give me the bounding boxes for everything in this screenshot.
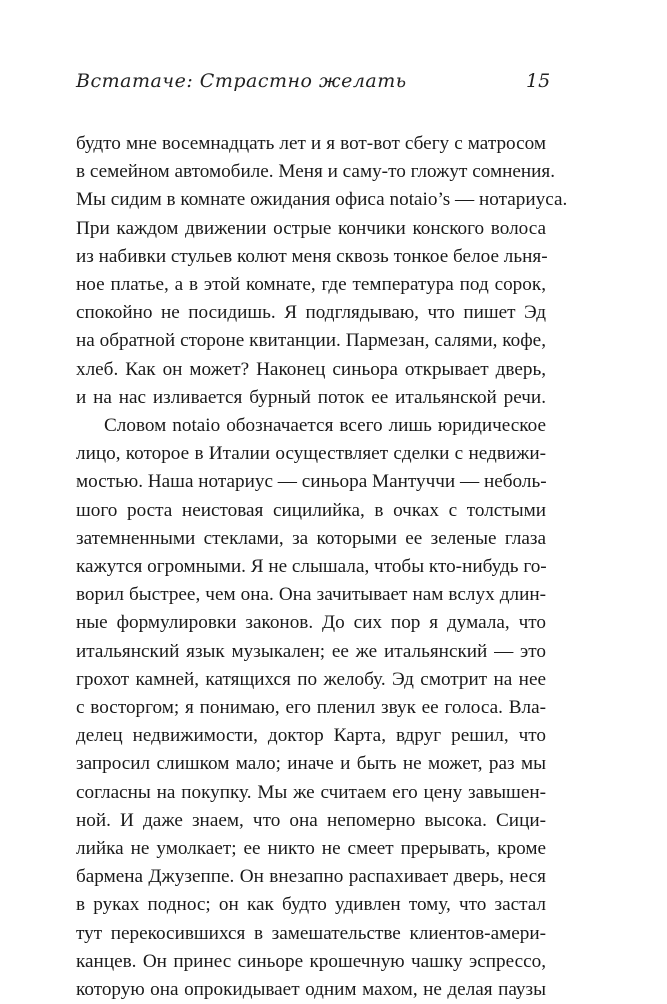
text-line: При каждом движении острые кончики конского волоса: [76, 217, 546, 239]
text-line: бармена Джузеппе. Он внезапно распахивает дверь, неся: [76, 866, 546, 888]
text-line: хлеб. Как он может? Наконец синьора открывает дверь,: [76, 358, 546, 380]
text-line: тут перекосившихся в замешательстве клиентов-амери-: [76, 922, 546, 944]
text-line: и на нас изливается бурный поток ее итальянской речи.: [76, 386, 546, 408]
text-line: с восторгом; я понимаю, его пленил звук ее голоса. Вла-: [76, 697, 546, 719]
text-line: делец недвижимости, доктор Карта, вдруг решил, что: [76, 725, 546, 747]
running-head-title: Вcтатаче: Страстно желать: [76, 70, 407, 92]
text-line: итальянский язык музыкален; ее же итальянский — это: [76, 640, 546, 662]
text-line: ные формулировки законов. До сих пор я думала, что: [76, 612, 546, 634]
text-line: будто мне восемнадцать лет и я вот-вот сбегу с матросом: [76, 133, 546, 154]
text-line: ное платье, а в этой комнате, где температура под сорок,: [76, 274, 546, 296]
body-text: [76, 130, 568, 1004]
text-line: спокойно не посидишь. Я подглядываю, что пишет Эд: [76, 302, 546, 324]
text-line: в руках поднос; он как будто удивлен тому, что застал: [76, 894, 546, 916]
text-line: грохот камней, катящихся по желобу. Эд смотрит на нее: [76, 668, 546, 690]
text-line: в семейном автомобиле. Меня и саму-то гложут сомнения.: [76, 161, 556, 183]
text-line: из набивки стульев колют меня сквозь тонкое белое льня-: [76, 245, 548, 267]
text-line: ной. И даже знаем, что она непомерно высока. Сици-: [76, 809, 546, 831]
text-line: Словом notaio обозначается всего лишь юридическое: [104, 415, 546, 437]
text-line: согласны на покупку. Мы же считаем его цену завышен-: [76, 781, 546, 803]
text-line: запросил слишком мало; иначе и быть не может, раз мы: [76, 753, 546, 775]
text-line: канцев. Он принес синьоре крошечную чашку эспрессо,: [76, 950, 546, 972]
text-line: затемненными стеклами, за которыми ее зеленые глаза: [76, 527, 546, 549]
text-line: которую она опрокидывает одним махом, не делая паузы: [76, 979, 546, 1001]
text-line: мостью. Наша нотариус — синьора Мантуччи — неболь-: [76, 471, 547, 493]
page-number: 15: [526, 70, 551, 92]
text-line: кажутся огромными. Я не слышала, чтобы кто-нибудь го-: [76, 556, 547, 578]
paragraph-1: [76, 130, 568, 412]
text-line: шого роста неистовая сицилийка, в очках с толстыми: [76, 499, 546, 521]
text-line: лицо, которое в Италии осуществляет сделки с недвижи-: [76, 443, 546, 465]
paragraph-2: [76, 412, 546, 1004]
text-line: лийка не умолкает; ее никто не смеет прерывать, кроме: [76, 838, 546, 860]
text-line: Мы сидим в комнате ожидания офиса notaio’s — нотариуса.: [76, 189, 568, 211]
text-line: ворил быстрее, чем она. Она зачитывает нам вслух длин-: [76, 584, 546, 606]
text-line: на обратной стороне квитанции. Пармезан, салями, кофе,: [76, 330, 546, 352]
